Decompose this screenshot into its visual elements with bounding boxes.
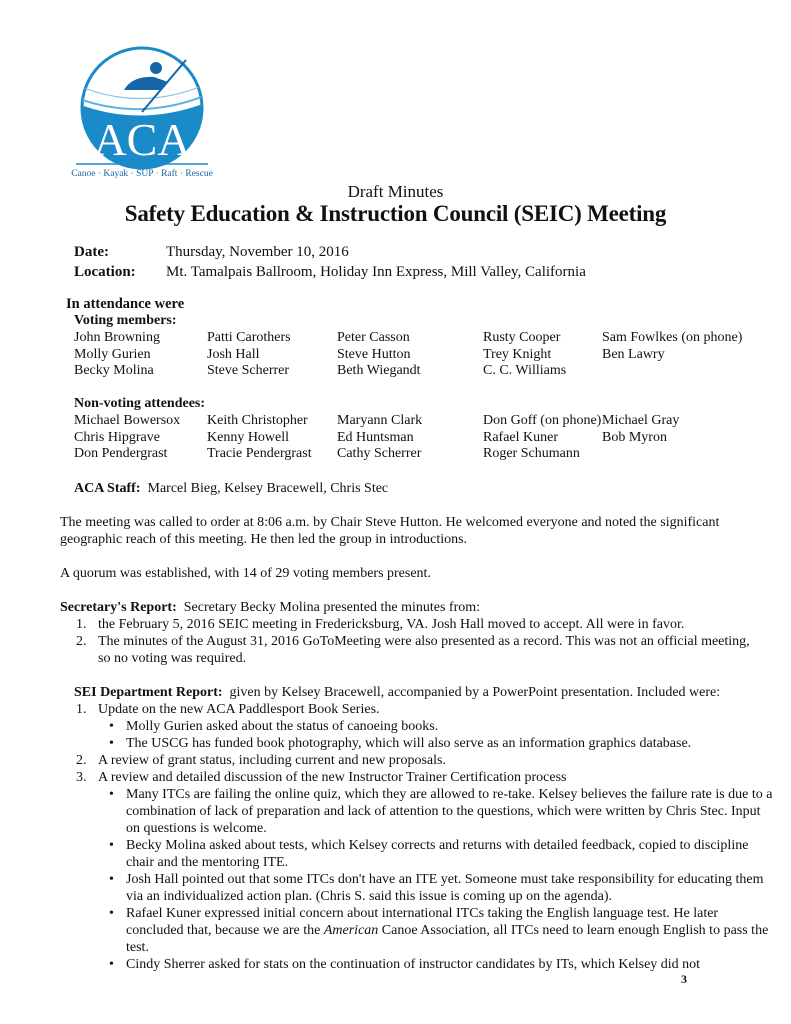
bullet-icon: • [109,719,114,734]
sei-department-report [74,684,774,973]
list-item-text: The minutes of the August 31, 2016 GoToMeeting were also presented as a record. This was not an official meeting, so no voting was required. [98,634,750,666]
quorum-paragraph: A quorum was established, with 14 of 29 voting members present. [60,566,431,581]
attendee-name: Michael Bowersox [74,413,181,428]
bullet-text: Many ITCs are failing the online quiz, which they are allowed to re-take. Kelsey believes the failure rate is due to a combination of lack of preparation and lack of attention to the questions, which were written by Chris Stec. Input on questions is welcome. [126,787,773,836]
attendee-name: Keith Christopher [207,413,308,428]
nonvoting-row [74,446,762,463]
attendee-name: John Browning [74,330,160,345]
staff-label: ACA Staff: [74,481,141,496]
attendee-name: Steve Scherrer [207,363,290,378]
list-item-text: Update on the new ACA Paddlesport Book Series. [98,702,380,717]
sei-report-label: SEI Department Report: [74,685,223,700]
attendee-name: Cathy Scherrer [337,446,422,461]
date-row [74,244,349,261]
attendee-name: Sam Fowlkes (on phone) [602,330,743,345]
secretary-report-intro [60,599,760,616]
attendee-name: Ben Lawry [602,346,665,362]
attendee-name: Kenny Howell [207,429,290,445]
attendee-name: Maryann Clark [337,413,423,428]
bullet-icon: • [109,838,114,853]
list-number: 1. [76,617,87,632]
attendee-name: Rafael Kuner [483,429,559,445]
list-item-text: A review of grant status, including current and new proposals. [98,753,446,768]
attendee-name: Rusty Cooper [483,330,561,345]
list-number: 2. [76,753,87,768]
nonvoting-heading: Non-voting attendees: [74,396,206,411]
sei-report-intro [74,684,774,701]
list-item [60,752,774,769]
bullet-text: Josh Hall pointed out that some ITCs don't have an ITE yet. Someone must take responsibility for educating them via an individualized action plan. (Chris S. said this issue is coming up on the agenda). [126,872,764,904]
attendee-name: Don Pendergrast [74,446,168,461]
voting-row [74,330,762,347]
attendee-name: Bob Myron [602,429,667,445]
bullet-icon: • [109,787,114,802]
bullet-item [60,837,774,871]
bullet-item [60,871,774,905]
bullet-icon: • [109,957,114,972]
voting-row [74,347,762,364]
list-item [60,616,760,633]
bullet-text: The USCG has funded book photography, which will also serve as an information graphics database. [126,736,692,751]
paddler-head-icon [150,62,162,74]
attendance-heading: In attendance were [66,296,185,312]
location-label: Location: [74,264,136,280]
location-value: Mt. Tamalpais Ballroom, Holiday Inn Express, Mill Valley, California [166,264,586,280]
nonvoting-row [74,430,762,447]
nonvoting-attendees-grid [74,413,762,463]
secretary-report [60,599,760,667]
bullet-item [60,956,774,973]
bullet-text: Canoe Association, all ITCs need to learn enough English to pass the test. [126,923,769,955]
voting-members-grid [74,330,762,380]
date-label: Date: [74,244,109,260]
attendee-name: Josh Hall [207,346,260,362]
date-value: Thursday, November 10, 2016 [166,244,349,260]
bullet-text: Rafael Kuner expressed initial concern about international ITCs taking the English language test. He later concluded that, because we are the [126,906,719,938]
list-item-text: A review and detailed discussion of the new Instructor Trainer Certification process [98,770,567,785]
attendee-name: Becky Molina [74,363,154,378]
list-item [60,701,774,718]
secretary-report-text: Secretary Becky Molina presented the minutes from: [183,600,481,615]
sei-report-text: given by Kelsey Bracewell, accompanied by a PowerPoint presentation. Included were: [229,685,721,700]
list-item [60,633,760,667]
location-row [74,264,586,281]
voting-row [74,363,762,380]
attendee-name: Molly Gurien [74,346,151,362]
list-item [60,769,774,786]
logo-tagline: Canoe · Kayak · SUP · Raft · Rescue [71,169,213,179]
page-number: 3 [681,972,687,986]
list-item-text: the February 5, 2016 SEIC meeting in Fredericksburg, VA. Josh Hall moved to accept. All were in favor. [98,617,685,632]
attendee-name: Roger Schumann [483,446,580,461]
attendee-name: Chris Hipgrave [74,429,160,445]
bullet-item [60,735,774,752]
attendee-name: Beth Wiegandt [337,363,421,378]
bullet-text: Molly Gurien asked about the status of canoeing books. [126,719,439,734]
secretary-report-label: Secretary's Report: [60,600,177,615]
bullet-icon: • [109,736,114,751]
attendee-name: C. C. Williams [483,363,567,378]
bullet-icon: • [109,906,114,921]
list-number: 1. [76,702,87,717]
attendee-name [602,446,762,463]
attendee-name: Michael Gray [602,413,680,428]
list-number: 3. [76,770,87,785]
attendee-name: Trey Knight [483,346,552,362]
bullet-item [60,786,774,837]
nonvoting-row [74,413,762,430]
document-subtitle: Draft Minutes [347,182,444,201]
voting-heading: Voting members: [74,313,177,328]
bullet-text: Cindy Sherrer asked for stats on the continuation of instructor candidates by ITs, which Kelsey did not [126,957,701,972]
list-number: 2. [76,634,87,649]
bullet-icon: • [109,872,114,887]
attendee-name: Ed Huntsman [337,429,414,445]
aca-logo [58,46,226,182]
bullet-item [60,718,774,735]
bullet-item [60,905,774,956]
attendee-name: Peter Casson [337,330,410,345]
staff-names: Marcel Bieg, Kelsey Bracewell, Chris Stec [147,481,389,496]
logo-text: ACA [93,114,191,165]
call-to-order-paragraph: The meeting was called to order at 8:06 a.m. by Chair Steve Hutton. He welcomed everyone and noted the significant geographic reach of this meeting. He then led the group in introductions. [60,515,720,547]
attendee-name: Tracie Pendergrast [207,446,312,461]
attendee-name: Patti Carothers [207,330,291,345]
bullet-text: Becky Molina asked about tests, which Kelsey corrects and returns with detailed feedback, copied to discipline chair and the mentoring ITE. [126,838,749,870]
attendee-name [602,363,762,380]
bullet-emphasis: American [323,923,379,938]
attendee-name: Steve Hutton [337,346,411,362]
attendee-name: Don Goff (on phone) [483,413,602,428]
document-title: Safety Education & Instruction Council (SEIC) Meeting [124,201,667,226]
aca-staff-line [74,480,388,497]
